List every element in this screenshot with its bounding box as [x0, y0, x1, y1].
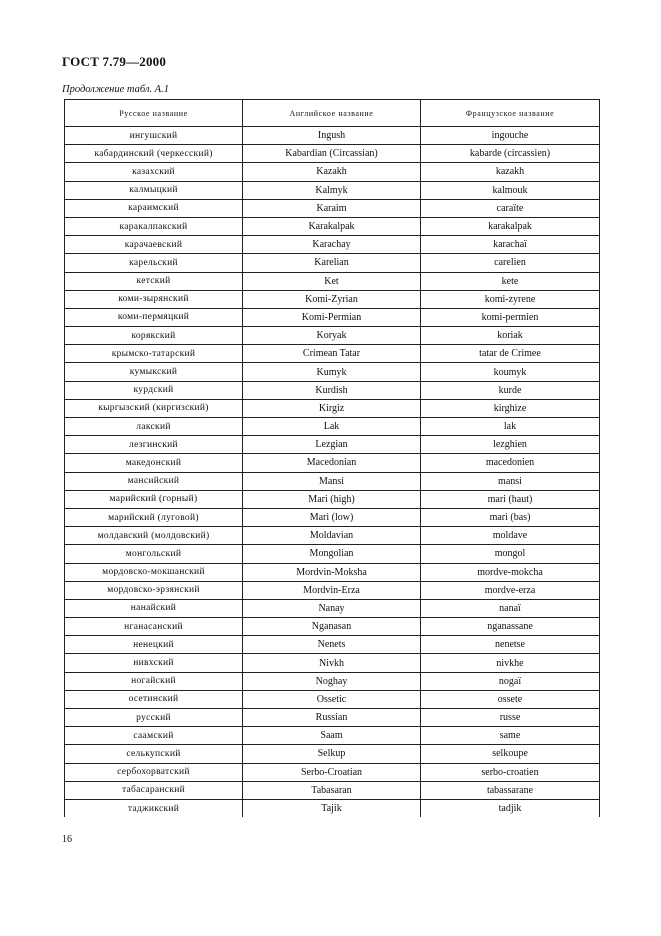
english-name-cell: Kalmyk [243, 181, 421, 199]
table-row [65, 709, 600, 727]
english-name-cell: Ossetic [243, 690, 421, 708]
table-row [65, 236, 600, 254]
table-row [65, 654, 600, 672]
table-caption: Продолжение табл. А.1 [62, 84, 169, 95]
french-name-cell: selkoupe [421, 745, 600, 763]
russian-name-cell: кабардинский (черкесский) [65, 145, 243, 163]
french-name-cell: kalmouk [421, 181, 600, 199]
table-row [65, 545, 600, 563]
russian-name-cell: монгольский [65, 545, 243, 563]
english-name-cell: Komi-Permian [243, 308, 421, 326]
french-name-cell: serbo-croatien [421, 763, 600, 781]
languages-table [64, 99, 600, 817]
english-name-cell: Moldavian [243, 527, 421, 545]
table-row [65, 599, 600, 617]
russian-name-cell: кетский [65, 272, 243, 290]
french-name-cell: nivkhe [421, 654, 600, 672]
russian-name-cell: осетинский [65, 690, 243, 708]
french-name-cell: macedonien [421, 454, 600, 472]
table-row [65, 618, 600, 636]
table-row [65, 181, 600, 199]
table-row [65, 799, 600, 817]
french-name-cell: komi-zyrene [421, 290, 600, 308]
russian-name-cell: нивхский [65, 654, 243, 672]
document-header: ГОСТ 7.79—2000 [62, 54, 167, 69]
table-row [65, 308, 600, 326]
english-name-cell: Kumyk [243, 363, 421, 381]
russian-name-cell: ненецкий [65, 636, 243, 654]
table-row [65, 454, 600, 472]
french-name-cell: tabassarane [421, 781, 600, 799]
english-name-cell: Crimean Tatar [243, 345, 421, 363]
french-name-cell: koumyk [421, 363, 600, 381]
table-row [65, 199, 600, 217]
french-name-cell: russe [421, 709, 600, 727]
russian-name-cell: казахский [65, 163, 243, 181]
russian-name-cell: лакский [65, 418, 243, 436]
russian-name-cell: марийский (горный) [65, 490, 243, 508]
table-body [65, 127, 600, 818]
english-name-cell: Saam [243, 727, 421, 745]
english-name-cell: Kazakh [243, 163, 421, 181]
english-name-cell: Karelian [243, 254, 421, 272]
french-name-cell: mordve-erza [421, 581, 600, 599]
russian-name-cell: мансийский [65, 472, 243, 490]
french-name-cell: lezghien [421, 436, 600, 454]
russian-name-cell: таджикский [65, 799, 243, 817]
french-name-cell: nenetse [421, 636, 600, 654]
french-name-cell: tatar de Crimee [421, 345, 600, 363]
table-row [65, 145, 600, 163]
russian-name-cell: кыргызский (киргизский) [65, 399, 243, 417]
column-header-russian: Русское название [65, 100, 243, 127]
column-header-english: Английское название [243, 100, 421, 127]
table-row [65, 399, 600, 417]
russian-name-cell: караимский [65, 199, 243, 217]
column-header-french: Французское название [421, 100, 600, 127]
french-name-cell: kete [421, 272, 600, 290]
french-name-cell: karakalpak [421, 217, 600, 235]
russian-name-cell: ногайский [65, 672, 243, 690]
page-number: 16 [62, 834, 72, 845]
russian-name-cell: крымско-татарский [65, 345, 243, 363]
russian-name-cell: табасаранский [65, 781, 243, 799]
russian-name-cell: марийский (луговой) [65, 508, 243, 526]
english-name-cell: Selkup [243, 745, 421, 763]
french-name-cell: kirghize [421, 399, 600, 417]
english-name-cell: Karaim [243, 199, 421, 217]
table-row [65, 690, 600, 708]
russian-name-cell: нанайский [65, 599, 243, 617]
english-name-cell: Macedonian [243, 454, 421, 472]
english-name-cell: Mongolian [243, 545, 421, 563]
french-name-cell: ingouche [421, 127, 600, 145]
english-name-cell: Komi-Zyrian [243, 290, 421, 308]
french-name-cell: nganassane [421, 618, 600, 636]
table-row [65, 345, 600, 363]
french-name-cell: nanaï [421, 599, 600, 617]
english-name-cell: Lak [243, 418, 421, 436]
english-name-cell: Tajik [243, 799, 421, 817]
english-name-cell: Nenets [243, 636, 421, 654]
english-name-cell: Kabardian (Circassian) [243, 145, 421, 163]
table-row [65, 290, 600, 308]
french-name-cell: ossete [421, 690, 600, 708]
russian-name-cell: мордовско-мокшанский [65, 563, 243, 581]
table-row [65, 254, 600, 272]
russian-name-cell: лезгинский [65, 436, 243, 454]
french-name-cell: karachaï [421, 236, 600, 254]
french-name-cell: koriak [421, 327, 600, 345]
english-name-cell: Karachay [243, 236, 421, 254]
table-row [65, 727, 600, 745]
table-row [65, 527, 600, 545]
table-row [65, 581, 600, 599]
english-name-cell: Noghay [243, 672, 421, 690]
table-row [65, 490, 600, 508]
english-name-cell: Kirgiz [243, 399, 421, 417]
english-name-cell: Mansi [243, 472, 421, 490]
english-name-cell: Nivkh [243, 654, 421, 672]
russian-name-cell: корякский [65, 327, 243, 345]
russian-name-cell: ингушский [65, 127, 243, 145]
table-row [65, 745, 600, 763]
russian-name-cell: кумыкский [65, 363, 243, 381]
english-name-cell: Nanay [243, 599, 421, 617]
table-row [65, 381, 600, 399]
english-name-cell: Tabasaran [243, 781, 421, 799]
english-name-cell: Koryak [243, 327, 421, 345]
table-row [65, 436, 600, 454]
table-row [65, 217, 600, 235]
french-name-cell: carelien [421, 254, 600, 272]
table-header-row [65, 100, 600, 127]
table-row [65, 163, 600, 181]
table-row [65, 363, 600, 381]
russian-name-cell: мордовско-эрзянский [65, 581, 243, 599]
russian-name-cell: карачаевский [65, 236, 243, 254]
french-name-cell: mansi [421, 472, 600, 490]
russian-name-cell: калмыцкий [65, 181, 243, 199]
table-row [65, 508, 600, 526]
english-name-cell: Mari (high) [243, 490, 421, 508]
english-name-cell: Kurdish [243, 381, 421, 399]
english-name-cell: Mari (low) [243, 508, 421, 526]
english-name-cell: Nganasan [243, 618, 421, 636]
english-name-cell: Karakalpak [243, 217, 421, 235]
english-name-cell: Ingush [243, 127, 421, 145]
french-name-cell: moldave [421, 527, 600, 545]
russian-name-cell: саамский [65, 727, 243, 745]
russian-name-cell: русский [65, 709, 243, 727]
russian-name-cell: каракалпакский [65, 217, 243, 235]
french-name-cell: mongol [421, 545, 600, 563]
french-name-cell: komi-permien [421, 308, 600, 326]
table-row [65, 127, 600, 145]
english-name-cell: Lezgian [243, 436, 421, 454]
french-name-cell: kurde [421, 381, 600, 399]
french-name-cell: same [421, 727, 600, 745]
french-name-cell: kazakh [421, 163, 600, 181]
english-name-cell: Russian [243, 709, 421, 727]
russian-name-cell: карельский [65, 254, 243, 272]
table-row [65, 763, 600, 781]
table-row [65, 272, 600, 290]
russian-name-cell: селькупский [65, 745, 243, 763]
french-name-cell: mari (bas) [421, 508, 600, 526]
table-row [65, 672, 600, 690]
russian-name-cell: нганасанский [65, 618, 243, 636]
english-name-cell: Ket [243, 272, 421, 290]
table-row [65, 636, 600, 654]
french-name-cell: caraïte [421, 199, 600, 217]
french-name-cell: kabarde (circassien) [421, 145, 600, 163]
french-name-cell: nogaï [421, 672, 600, 690]
english-name-cell: Serbo-Croatian [243, 763, 421, 781]
russian-name-cell: македонский [65, 454, 243, 472]
table-row [65, 472, 600, 490]
table-row [65, 781, 600, 799]
french-name-cell: mordve-mokcha [421, 563, 600, 581]
russian-name-cell: молдавский (молдовский) [65, 527, 243, 545]
table-row [65, 563, 600, 581]
table-row [65, 327, 600, 345]
russian-name-cell: курдский [65, 381, 243, 399]
english-name-cell: Mordvin-Moksha [243, 563, 421, 581]
french-name-cell: mari (haut) [421, 490, 600, 508]
russian-name-cell: коми-зырянский [65, 290, 243, 308]
english-name-cell: Mordvin-Erza [243, 581, 421, 599]
french-name-cell: tadjik [421, 799, 600, 817]
french-name-cell: lak [421, 418, 600, 436]
russian-name-cell: сербохорватский [65, 763, 243, 781]
russian-name-cell: коми-пермяцкий [65, 308, 243, 326]
table-row [65, 418, 600, 436]
